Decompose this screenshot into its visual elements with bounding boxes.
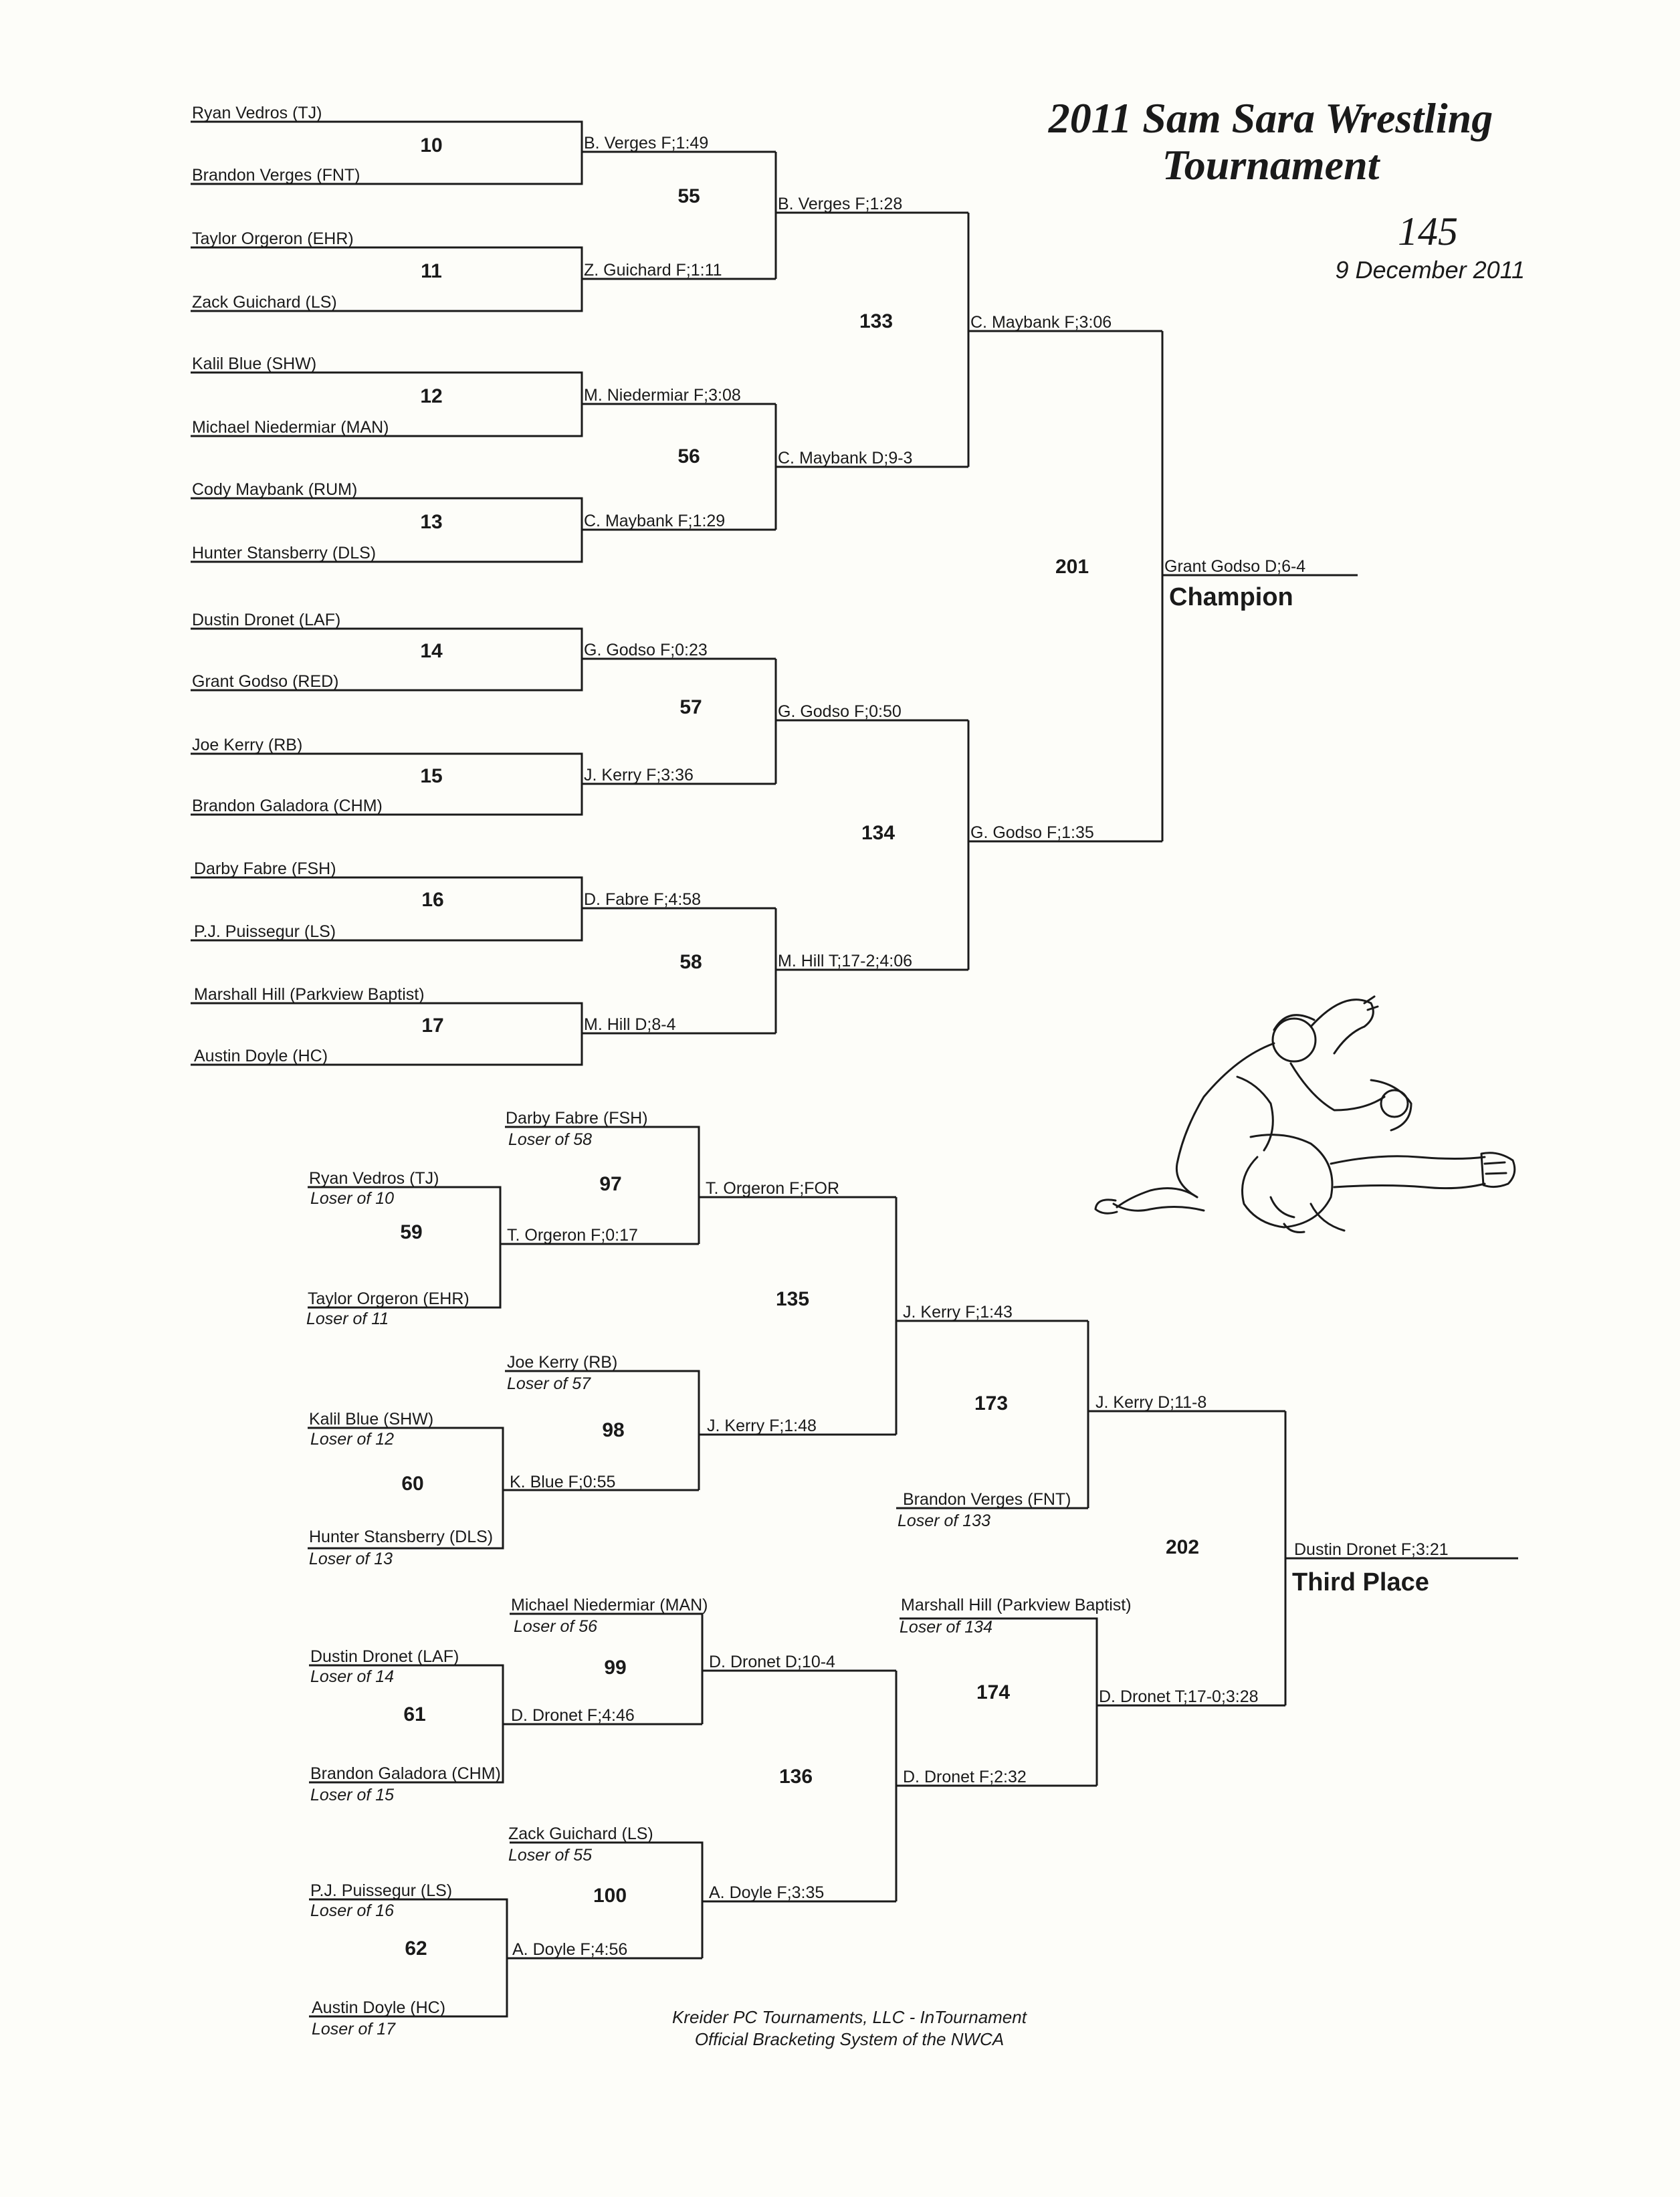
match-result: M. Niedermiar F;3:08 [584, 386, 741, 405]
match-number: 10 [420, 134, 443, 156]
match-result: J. Kerry F;3:36 [584, 766, 694, 784]
match-number: 134 [861, 822, 896, 844]
title-line-1: 2011 Sam Sara Wrestling [1048, 94, 1493, 142]
wrestler-name: Joe Kerry (RB) [507, 1353, 618, 1372]
footer-line-2: Official Bracketing System of the NWCA [694, 2029, 1005, 2049]
match-number: 16 [421, 889, 444, 911]
match-number: 100 [593, 1885, 627, 1907]
wrestler-name: Zack Guichard (LS) [508, 1824, 653, 1843]
wrestler-name: Brandon Verges (FNT) [903, 1490, 1071, 1509]
loser-of-label: Loser of 57 [507, 1374, 591, 1393]
match-number: 97 [599, 1173, 622, 1195]
loser-of-label: Loser of 56 [514, 1617, 598, 1636]
wrestler-name: Brandon Galadora (CHM) [310, 1764, 501, 1783]
wrestler-name: Marshall Hill (Parkview Baptist) [901, 1596, 1132, 1614]
loser-of-label: Loser of 16 [310, 1901, 395, 1920]
wrestler-name: Austin Doyle (HC) [194, 1047, 328, 1065]
wrestler-name: Ryan Vedros (TJ) [192, 104, 322, 122]
footer-line-1: Kreider PC Tournaments, LLC - InTournament [672, 2007, 1027, 2027]
match-result: D. Dronet F;2:32 [903, 1768, 1027, 1786]
wrestler-name: Darby Fabre (FSH) [506, 1109, 648, 1128]
loser-of-label: Loser of 17 [312, 2020, 396, 2038]
loser-of-label: Loser of 12 [310, 1430, 395, 1449]
match-result: A. Doyle F;3:35 [709, 1883, 825, 1902]
match-result: D. Dronet D;10-4 [709, 1653, 835, 1671]
third-place-label: Third Place [1292, 1568, 1429, 1596]
loser-of-label: Loser of 58 [508, 1130, 593, 1149]
match-number: 15 [420, 765, 443, 787]
match-number: 62 [405, 1938, 427, 1960]
match-number: 135 [775, 1288, 810, 1310]
wrestler-name: Kalil Blue (SHW) [309, 1410, 434, 1429]
wrestler-name: Marshall Hill (Parkview Baptist) [194, 985, 425, 1004]
match-result: J. Kerry D;11-8 [1095, 1393, 1207, 1412]
match-number: 56 [677, 445, 700, 467]
match-number: 12 [420, 385, 443, 407]
loser-of-label: Loser of 55 [508, 1846, 593, 1865]
wrestler-name: Zack Guichard (LS) [192, 293, 337, 312]
match-number: 17 [421, 1015, 444, 1037]
match-result: G. Godso F;1:35 [970, 823, 1094, 842]
match-result: T. Orgeron F;FOR [706, 1179, 840, 1198]
loser-of-label: Loser of 11 [306, 1310, 389, 1328]
match-number: 59 [400, 1221, 423, 1243]
match-number: 136 [778, 1766, 813, 1788]
match-number: 173 [974, 1392, 1009, 1415]
wrestler-name: Hunter Stansberry (DLS) [192, 544, 377, 562]
champion-label: Champion [1169, 583, 1293, 611]
match-result: M. Hill D;8-4 [584, 1015, 676, 1034]
match-number: 14 [420, 640, 443, 662]
wrestler-name: Brandon Galadora (CHM) [192, 797, 383, 815]
match-number: 174 [976, 1681, 1011, 1703]
wrestler-name: Dustin Dronet (LAF) [192, 611, 341, 629]
event-date: 9 December 2011 [1335, 256, 1525, 284]
match-number: 57 [679, 696, 702, 718]
wrestler-name: Hunter Stansberry (DLS) [309, 1528, 494, 1546]
match-result: D. Dronet T;17-0;3:28 [1099, 1687, 1259, 1706]
wrestlers-illustration-icon [1095, 997, 1515, 1233]
wrestler-name: Darby Fabre (FSH) [194, 859, 336, 878]
match-result: B. Verges F;1:49 [584, 134, 709, 152]
wrestler-name: Grant Godso (RED) [192, 672, 339, 691]
wrestler-name: P.J. Puissegur (LS) [194, 922, 336, 941]
wrestler-name: Kalil Blue (SHW) [192, 354, 317, 373]
match-result: G. Godso F;0:23 [584, 641, 708, 659]
match-result: M. Hill T;17-2;4:06 [778, 952, 913, 970]
match-number: 133 [859, 310, 894, 332]
wrestler-name: Brandon Verges (FNT) [192, 166, 360, 185]
match-number: 202 [1165, 1536, 1200, 1558]
match-result: K. Blue F;0:55 [510, 1473, 616, 1491]
match-result: Z. Guichard F;1:11 [584, 261, 722, 280]
loser-of-label: Loser of 14 [310, 1667, 395, 1686]
match-result: D. Dronet F;4:46 [511, 1706, 635, 1725]
wrestler-name: Michael Niedermiar (MAN) [511, 1596, 708, 1614]
match-number: 11 [421, 260, 442, 282]
match-result: G. Godso F;0:50 [778, 702, 902, 721]
wrestler-name: Michael Niedermiar (MAN) [192, 418, 389, 437]
match-result: D. Fabre F;4:58 [584, 890, 702, 909]
title-line-2: Tournament [1162, 141, 1380, 189]
loser-of-label: Loser of 10 [310, 1189, 395, 1208]
wrestler-name: P.J. Puissegur (LS) [310, 1881, 453, 1900]
match-number: 201 [1055, 556, 1089, 578]
wrestler-name: Dustin Dronet (LAF) [310, 1647, 459, 1666]
loser-of-label: Loser of 133 [898, 1511, 990, 1530]
match-result: C. Maybank D;9-3 [778, 449, 913, 467]
loser-of-label: Loser of 15 [310, 1786, 395, 1804]
match-number: 61 [403, 1703, 426, 1725]
consolation-later-rounds [776, 1288, 1449, 1788]
match-result: A. Doyle F;4:56 [512, 1940, 628, 1959]
wrestler-name: Austin Doyle (HC) [312, 1998, 446, 2017]
loser-of-label: Loser of 13 [309, 1550, 393, 1568]
wrestler-name: Taylor Orgeron (EHR) [192, 229, 354, 248]
match-result: C. Maybank F;1:29 [584, 512, 726, 530]
match-result: T. Orgeron F;0:17 [507, 1226, 638, 1245]
third-place-result: Dustin Dronet F;3:21 [1294, 1540, 1449, 1559]
match-result: J. Kerry F;1:48 [707, 1417, 817, 1435]
match-number: 13 [420, 511, 443, 533]
match-number: 55 [677, 185, 700, 207]
match-result: B. Verges F;1:28 [778, 195, 903, 213]
match-number: 58 [679, 951, 702, 973]
championship-later-rounds [677, 185, 1305, 973]
champion-result: Grant Godso D;6-4 [1164, 557, 1306, 576]
wrestler-name: Joe Kerry (RB) [192, 736, 303, 754]
wrestler-name: Taylor Orgeron (EHR) [308, 1289, 469, 1308]
match-result: C. Maybank F;3:06 [970, 313, 1112, 332]
match-number: 98 [602, 1419, 625, 1441]
match-number: 99 [604, 1657, 627, 1679]
wrestler-name: Ryan Vedros (TJ) [309, 1169, 439, 1188]
wrestler-name: Cody Maybank (RUM) [192, 480, 358, 499]
weight-class: 145 [1398, 209, 1458, 253]
match-number: 60 [401, 1473, 424, 1495]
loser-of-label: Loser of 134 [900, 1618, 992, 1637]
match-result: J. Kerry F;1:43 [903, 1303, 1013, 1322]
